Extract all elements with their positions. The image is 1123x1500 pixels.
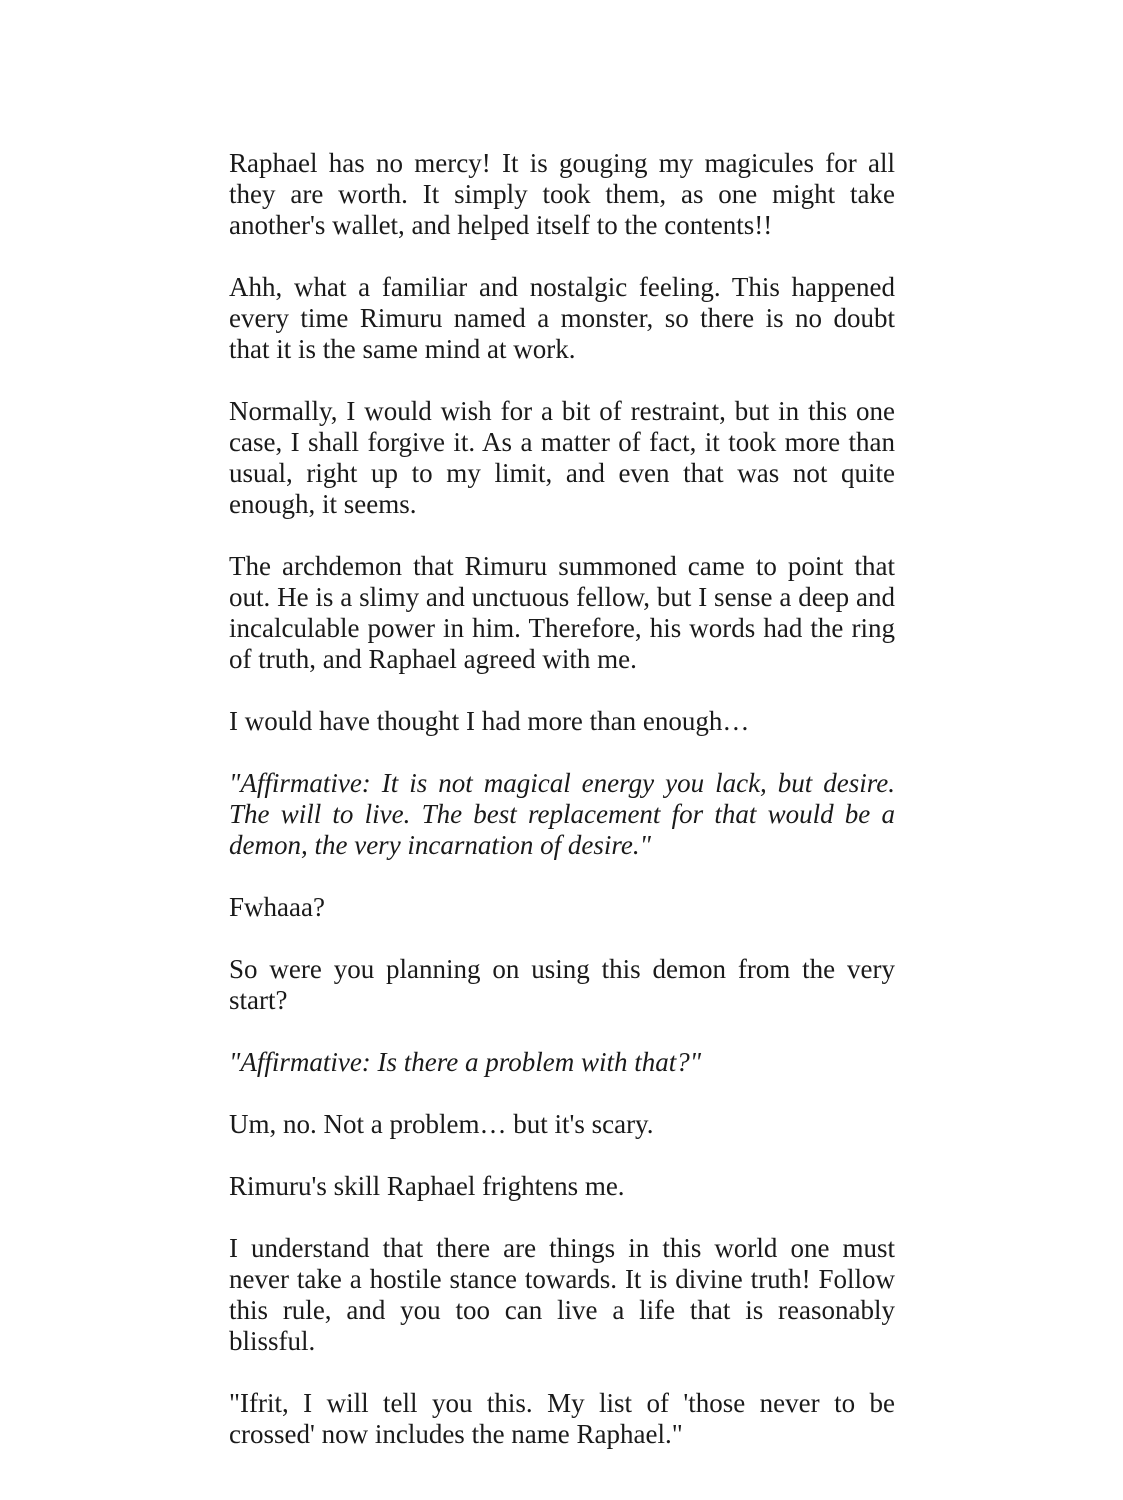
book-page	[229, 148, 895, 1481]
quote-paragraph: "Affirmative: It is not magical energy you lack, but desire. The will to live. The best replacement for that would be a demon, the very incarnation of desire."	[229, 768, 895, 860]
paragraph: Fwhaaa?	[229, 892, 325, 922]
paragraph: "Ifrit, I will tell you this. My list of 'those never to be crossed' now includes the name Raphael."	[229, 1388, 895, 1449]
paragraph: I understand that there are things in this world one must never take a hostile stance towards. It is divine truth! Follow this rule, and you too can live a life that is reasonably blissful.	[229, 1233, 895, 1356]
paragraph: The archdemon that Rimuru summoned came to point that out. He is a slimy and unctuous fellow, but I sense a deep and incalculable power in him. Therefore, his words had the ring of truth, and Raphael agreed with me.	[229, 551, 895, 674]
paragraph: Normally, I would wish for a bit of restraint, but in this one case, I shall forgive it. As a matter of fact, it took more than usual, right up to my limit, and even that was not quite enough, it seems.	[229, 396, 895, 519]
quote-paragraph: "Affirmative: Is there a problem with that?"	[229, 1047, 702, 1077]
paragraph: Ahh, what a familiar and nostalgic feeling. This happened every time Rimuru named a monster, so there is no doubt that it is the same mind at work.	[229, 272, 895, 364]
paragraph: So were you planning on using this demon from the very start?	[229, 954, 895, 1015]
paragraph: Raphael has no mercy! It is gouging my magicules for all they are worth. It simply took them, as one might take another's wallet, and helped itself to the contents!!	[229, 148, 895, 240]
paragraph: Um, no. Not a problem… but it's scary.	[229, 1109, 654, 1139]
paragraph: I would have thought I had more than enough…	[229, 706, 750, 736]
paragraph: Rimuru's skill Raphael frightens me.	[229, 1171, 625, 1201]
